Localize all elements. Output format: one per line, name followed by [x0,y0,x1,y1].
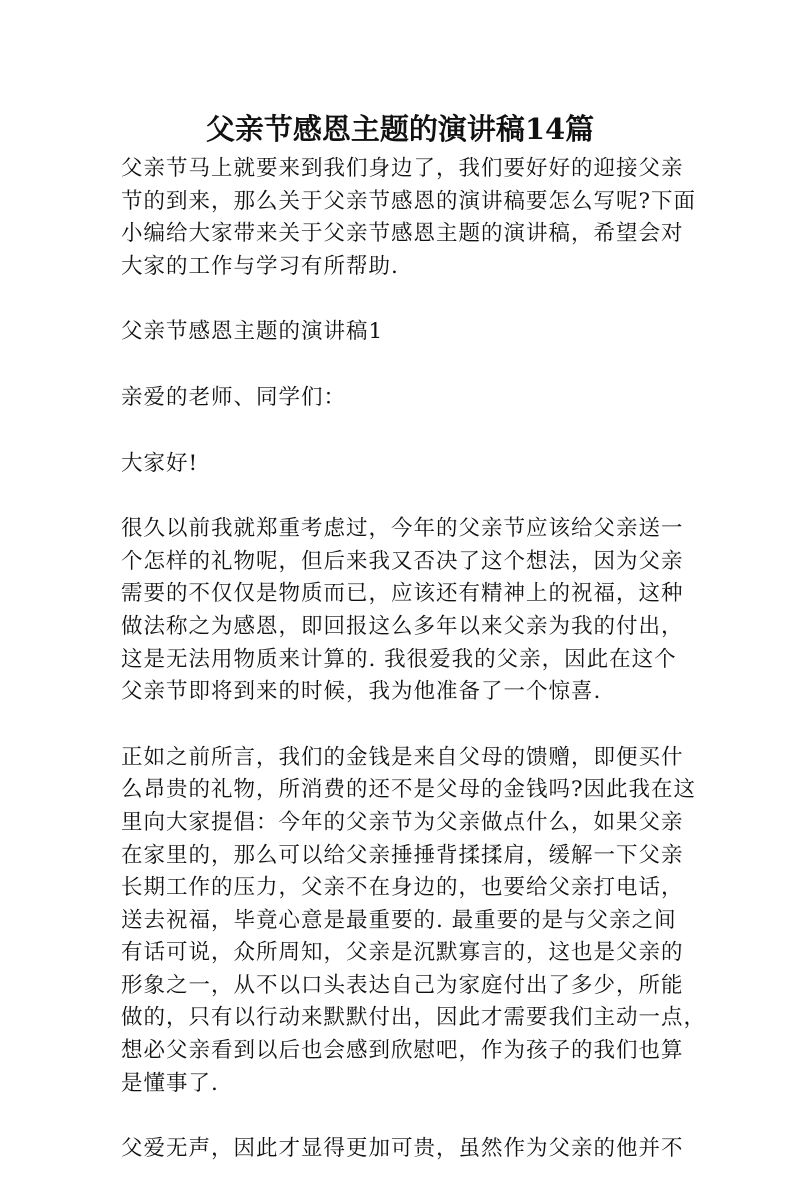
text-line: 父爱无声，因此才显得更加可贵，虽然作为父亲的他并不 [121,1136,684,1162]
text-line: 做的，只有以行动来默默付出，因此才需要我们主动一点， [121,1005,707,1031]
text-line: 个怎样的礼物呢，但后来我又否决了这个想法，因为父亲 [121,548,684,574]
text-line: 想必父亲看到以后也会感到欣慰吧，作为孩子的我们也算 [121,1038,684,1064]
text-line: 父亲节马上就要来到我们身边了，我们要好好的迎接父亲 [121,156,684,181]
text-line: 小编给大家带来关于父亲节感恩主题的演讲稿，希望会对 [121,221,684,247]
text-line: 父亲节感恩主题的演讲稿1 [121,319,384,345]
paragraph-body-1 [121,513,684,709]
text-line: 送去祝福，毕竟心意是最重要的. 最重要的是与父亲之间 [121,907,677,933]
text-line: 长期工作的压力，父亲不在身边的，也要给父亲打电话， [121,875,684,901]
text-line: 正如之前所言，我们的金钱是来自父母的馈赠，即便买什 [121,744,684,770]
text-line: 父亲节即将到来的时候，我为他准备了一个惊喜. [121,679,602,705]
paragraph-body-3 [121,1133,684,1166]
text-line: 亲爱的老师、同学们： [121,384,347,410]
text-line: 有话可说，众所周知，父亲是沉默寡言的，这也是父亲的 [121,940,684,966]
text-line: 大家好! [121,450,199,476]
greeting [121,448,681,481]
text-line: 形象之一，从不以口头表达自己为家庭付出了多少，所能 [121,972,684,998]
text-line: 在家里的，那么可以给父亲捶捶背揉揉肩，缓解一下父亲 [121,842,684,868]
document-title: 父亲节感恩主题的演讲稿14篇 [205,112,595,146]
text-line: 里向大家提倡：今年的父亲节为父亲做点什么，如果父亲 [121,809,684,835]
text-line: 很久以前我就郑重考虑过，今年的父亲节应该给父亲送一 [121,516,684,542]
paragraph-intro [121,153,697,283]
paragraph-body-2 [121,742,707,1101]
salutation [121,382,681,415]
text-line: 需要的不仅仅是物质而已，应该还有精神上的祝福，这种 [121,581,684,607]
text-line: 大家的工作与学习有所帮助. [121,253,399,279]
text-line: 是懂事了. [121,1070,219,1096]
document-body [121,153,707,1199]
text-line: 做法称之为感恩，即回报这么多年以来父亲为我的付出， [121,613,684,639]
text-line: 么昂贵的礼物，所消费的还不是父母的金钱吗?因此我在这 [121,777,697,803]
text-line: 这是无法用物质来计算的. 我很爱我的父亲，因此在这个 [121,646,677,672]
section-heading [121,316,681,349]
text-line: 节的到来，那么关于父亲节感恩的演讲稿要怎么写呢?下面 [121,188,697,214]
